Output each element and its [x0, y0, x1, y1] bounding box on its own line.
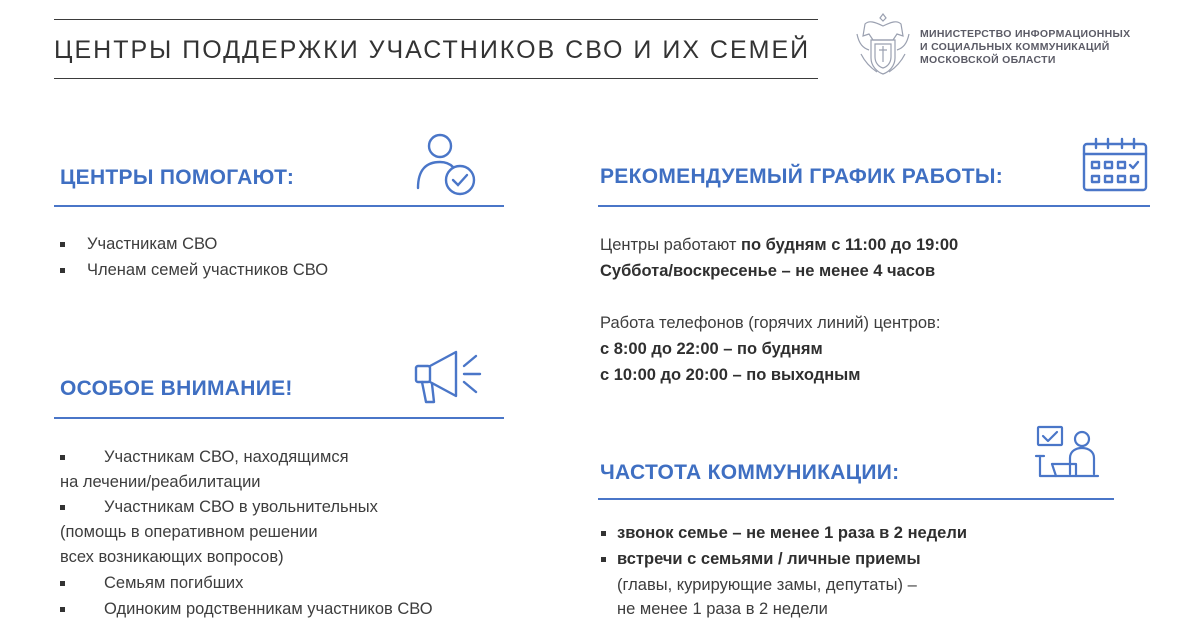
schedule-line-bold: по будням с 11:00 до 19:00: [741, 236, 959, 254]
attention-item-cont: всех возникающих вопросов): [60, 548, 284, 566]
frequency-item: встречи с семьями / личные приемы: [617, 550, 921, 568]
attention-item: Участникам СВО в увольнительных: [104, 498, 378, 516]
schedule-line-normal: Центры работают: [600, 236, 741, 254]
schedule-line: с 10:00 до 20:00 – по выходным: [600, 366, 861, 384]
schedule-line: Суббота/воскресенье – не менее 4 часов: [600, 262, 936, 280]
user-check-icon: [412, 130, 482, 198]
schedule-line: с 8:00 до 22:00 – по будням: [600, 340, 823, 358]
help-item: Участникам СВО: [87, 235, 218, 253]
help-divider: [54, 205, 504, 207]
frequency-item-note: (главы, курирующие замы, депутаты) –: [617, 576, 917, 594]
frequency-divider: [598, 498, 1114, 500]
bullet: [60, 268, 65, 273]
header-top-line: [54, 19, 818, 20]
bullet: [601, 531, 606, 536]
desk-presentation-icon: [1032, 424, 1104, 482]
frequency-item: звонок семье – не менее 1 раза в 2 недели: [617, 524, 967, 542]
bullet: [60, 242, 65, 247]
megaphone-icon: [412, 346, 486, 406]
attention-item-cont: (помощь в оперативном решении: [60, 523, 318, 541]
bullet: [601, 557, 606, 562]
schedule-section-title: РЕКОМЕНДУЕМЫЙ ГРАФИК РАБОТЫ:: [600, 165, 1004, 188]
ministry-name: МИНИСТЕРСТВО ИНФОРМАЦИОННЫХ И СОЦИАЛЬНЫХ КОММУНИКАЦИЙ МОСКОВСКОЙ ОБЛАСТИ: [920, 28, 1131, 66]
attention-item: Семьям погибших: [104, 574, 244, 592]
attention-section-title: ОСОБОЕ ВНИМАНИЕ!: [60, 377, 293, 400]
page-title: ЦЕНТРЫ ПОДДЕРЖКИ УЧАСТНИКОВ СВО И ИХ СЕМЕЙ: [54, 36, 811, 64]
coat-of-arms-icon: [853, 10, 913, 80]
attention-divider: [54, 417, 504, 419]
help-item: Членам семей участников СВО: [87, 261, 329, 279]
schedule-divider: [598, 205, 1150, 207]
bullet: [60, 455, 65, 460]
bullet: [60, 581, 65, 586]
schedule-line: [600, 236, 958, 255]
attention-item: Одиноким родственникам участников СВО: [104, 600, 433, 618]
help-section-title: ЦЕНТРЫ ПОМОГАЮТ:: [60, 166, 295, 189]
attention-item: Участникам СВО, находящимся: [104, 448, 349, 466]
frequency-section-title: ЧАСТОТА КОММУНИКАЦИИ:: [600, 461, 900, 484]
schedule-line: Работа телефонов (горячих линий) центров:: [600, 314, 941, 332]
frequency-item-note: не менее 1 раза в 2 недели: [617, 600, 828, 618]
header-bottom-line: [54, 78, 818, 79]
attention-item-cont: на лечении/реабилитации: [60, 473, 261, 491]
calendar-icon: [1080, 136, 1150, 194]
bullet: [60, 607, 65, 612]
bullet: [60, 505, 65, 510]
